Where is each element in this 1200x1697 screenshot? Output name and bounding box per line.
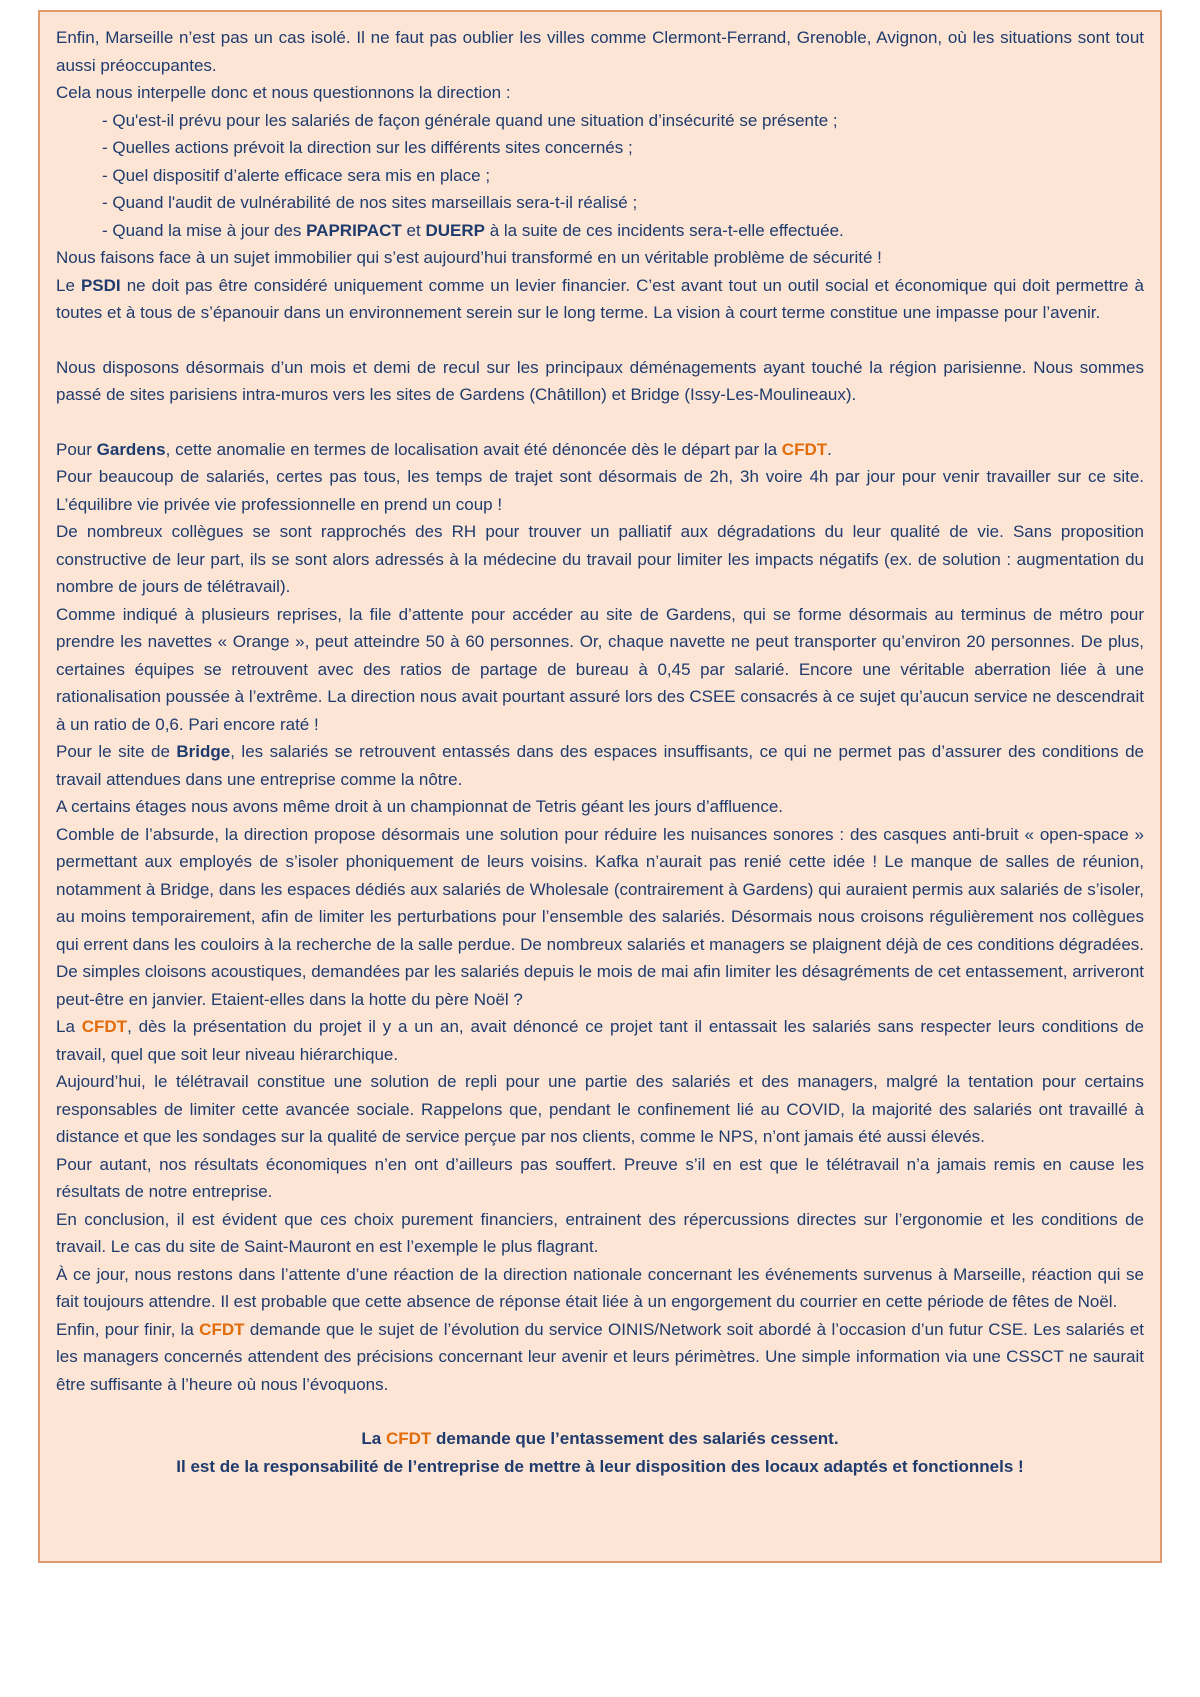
text-segment: , cette anomalie en termes de localisation avait été dénoncée dès le départ par la — [165, 439, 782, 459]
text-segment: Enfin, Marseille n’est pas un cas isolé. Il ne faut pas oublier les villes comme Clermont-Ferrand, Grenoble, Avignon, où les situations sont tout aussi préoccupantes. — [56, 28, 1144, 75]
paragraph — [56, 272, 1144, 327]
paragraph — [56, 463, 1144, 518]
cfdt-highlight: CFDT — [81, 1017, 128, 1036]
text-segment: ne doit pas être considéré uniquement comme un levier financier. C’est avant tout un outil social et économique qui doit permettre à toutes et à tous de s’épanouir dans un environnement serein sur le long terme. La vision à court terme constitue une impasse pour l’avenir. — [56, 275, 1144, 322]
text-segment: Pour beaucoup de salariés, certes pas tous, les temps de trajet sont désormais de 2h, 3h voire 4h par jour pour venir travailler sur ce site. L’équilibre vie privée vie professionnelle en prend un coup ! — [56, 467, 1144, 514]
paragraph — [56, 1261, 1144, 1316]
text-segment: Nous disposons désormais d’un mois et demi de recul sur les principaux déménagements ayant touché la région parisienne. Nous sommes passé de sites parisiens intra-muros vers les sites de Gardens (Châtillon) et Bridge (Issy-Les-Moulineaux). — [56, 357, 1144, 404]
text-segment: Cela nous interpelle donc et nous questionnons la direction : — [56, 83, 511, 102]
document-body — [56, 24, 1144, 1480]
list-item — [56, 189, 1144, 217]
text-segment: . — [827, 439, 832, 459]
paragraph — [56, 1206, 1144, 1261]
text-segment: Pour le site de — [56, 742, 177, 761]
bold-text: DUERP — [425, 220, 485, 240]
paragraph — [56, 518, 1144, 601]
text-segment: - Quand la mise à jour des — [102, 220, 307, 240]
paragraph — [56, 793, 1144, 821]
text-segment: - Qu'est-il prévu pour les salariés de façon générale quand une situation d’insécurité se présente ; — [102, 110, 838, 130]
paragraph — [56, 1013, 1144, 1068]
text-segment: En conclusion, il est évident que ces choix purement financiers, entrainent des répercussions directes sur l’ergonomie et les conditions de travail. Le cas du site de Saint-Mauront en est l’exemple le plus flagrant. — [56, 1209, 1144, 1256]
paragraph-spacer — [56, 409, 1144, 436]
cfdt-highlight: CFDT — [385, 1429, 432, 1448]
text-segment: demande que le sujet de l’évolution du service OINIS/Network soit abordé à l’occasion d’un futur CSE. Les salariés et les managers concernés attendent des précisions concernant leur avenir et leurs périmètres. Une simple information via une CSSCT ne saurait être suffisante à l’heure où nous l’évoquons. — [56, 1319, 1144, 1394]
text-segment: Le — [56, 275, 81, 295]
bold-text: Il est de la responsabilité de l’entreprise de mettre à leur disposition des locaux adaptés et fonctionnels ! — [176, 1456, 1024, 1476]
text-segment: De nombreux collègues se sont rapprochés des RH pour trouver un palliatif aux dégradations du leur qualité de vie. Sans proposition constructive de leur part, ils se sont alors adressés à la médecine du travail pour limiter les impacts négatifs (ex. de solution : augmentation du nombre de jours de télétravail). — [56, 522, 1144, 596]
paragraph — [56, 738, 1144, 793]
footer-line — [56, 1425, 1144, 1453]
paragraph — [56, 1316, 1144, 1399]
bold-text: demande que l’entassement des salariés cessent. — [431, 1429, 839, 1448]
text-segment: - Quelles actions prévoit la direction sur les différents sites concernés ; — [102, 138, 633, 157]
paragraph-spacer — [56, 327, 1144, 354]
bold-text: PSDI — [80, 275, 121, 295]
text-segment: à la suite de ces incidents sera-t-elle effectuée. — [484, 220, 844, 240]
list-item — [56, 107, 1144, 135]
paragraph — [56, 436, 1144, 464]
text-segment: A certains étages nous avons même droit à un championnat de Tetris géant les jours d’affluence. — [56, 797, 784, 816]
text-segment: La — [56, 1017, 82, 1036]
text-segment: Comme indiqué à plusieurs reprises, la file d’attente pour accéder au site de Gardens, qui se forme désormais au terminus de métro pour prendre les navettes « Orange », peut atteindre 50 à 60 personnes. Or, chaque navette ne peut transporter qu’environ 20 personnes. De plus, certaines équipes se retrouvent avec des ratios de partage de bureau à 0,45 par salarié. Encore une véritable aberration liée à une rationalisation poussée à l’extrême. La direction nous avait pourtant assuré lors des CSEE consacrés à ce sujet qu’aucun service ne descendrait à un ratio de 0,6. Pari encore raté ! — [56, 604, 1144, 734]
footer-line — [56, 1453, 1144, 1481]
text-segment: - Quel dispositif d’alerte efficace sera mis en place ; — [102, 165, 491, 185]
paragraph — [56, 354, 1144, 409]
paragraph — [56, 24, 1144, 79]
text-segment: et — [401, 220, 426, 240]
cfdt-highlight: CFDT — [781, 439, 828, 459]
list-item — [56, 217, 1144, 245]
paragraph — [56, 1151, 1144, 1206]
text-segment: - Quand l'audit de vulnérabilité de nos sites marseillais sera-t-il réalisé ; — [102, 193, 638, 212]
bold-text: Bridge — [176, 742, 231, 761]
cfdt-highlight: CFDT — [199, 1319, 245, 1339]
text-segment: Comble de l’absurde, la direction propose désormais une solution pour réduire les nuisances sonores : des casques anti-bruit « open-space » permettant aux employés de s’isoler phoniquement de leurs voisins. Kafka n’aurait pas renié cette idée ! Le manque de salles de réunion, notamment à Bridge, dans les espaces dédiés aux salariés de Wholesale (contrairement à Gardens) qui auraient permis aux salariés de s’isoler, au moins temporairement, afin de limiter les perturbations pour l’ensemble des salariés. Désormais nous croisons régulièrement nos collègues qui errent dans les couloirs à la recherche de la salle perdue. De nombreux salariés et managers se plaignent déjà de ces conditions dégradées. De simples cloisons acoustiques, demandées par les salariés depuis le mois de mai afin limiter les désagréments de cet entassement, arriveront peut-être en janvier. Etaient-elles dans la hotte du père Noël ? — [56, 824, 1144, 1009]
text-segment: À ce jour, nous restons dans l’attente d’une réaction de la direction nationale concernant les événements survenus à Marseille, réaction qui se fait toujours attendre. Il est probable que cette absence de réponse était liée à un engorgement du courrier en cette période de fêtes de Noël. — [56, 1264, 1144, 1311]
text-segment: , les salariés se retrouvent entassés dans des espaces insuffisants, ce qui ne permet pas d’assurer des conditions de travail attendues dans une entreprise comme la nôtre. — [56, 742, 1144, 789]
list-item — [56, 134, 1144, 162]
document-page — [38, 10, 1162, 1563]
list-item — [56, 162, 1144, 190]
text-segment: Nous faisons face à un sujet immobilier qui s’est aujourd’hui transformé en un véritable problème de sécurité ! — [56, 248, 882, 267]
text-segment: , dès la présentation du projet il y a un an, avait dénoncé ce projet tant il entassait les salariés sans respecter leurs conditions de travail, quel que soit leur niveau hiérarchique. — [56, 1017, 1144, 1064]
text-segment: Pour — [56, 439, 97, 459]
paragraph — [56, 1068, 1144, 1151]
bold-text: PAPRIPACT — [306, 220, 402, 240]
paragraph — [56, 601, 1144, 739]
paragraph — [56, 821, 1144, 1014]
text-segment: Aujourd’hui, le télétravail constitue une solution de repli pour une partie des salariés et des managers, malgré la tentation pour certains responsables de limiter cette avancée sociale. Rappelons que, pendant le confinement lié au COVID, la majorité des salariés ont travaillé à distance et que les sondages sur la qualité de service perçue par nos clients, comme le NPS, n’ont jamais été aussi élevés. — [56, 1072, 1144, 1146]
paragraph — [56, 79, 1144, 107]
paragraph — [56, 244, 1144, 272]
bold-text: Gardens — [96, 439, 166, 459]
text-segment: Enfin, pour finir, la — [56, 1319, 200, 1339]
bold-text: La — [361, 1429, 386, 1448]
text-segment: Pour autant, nos résultats économiques n’en ont d’ailleurs pas souffert. Preuve s’il en est que le télétravail n’a jamais remis en cause les résultats de notre entreprise. — [56, 1154, 1144, 1201]
paragraph-spacer — [56, 1398, 1144, 1425]
